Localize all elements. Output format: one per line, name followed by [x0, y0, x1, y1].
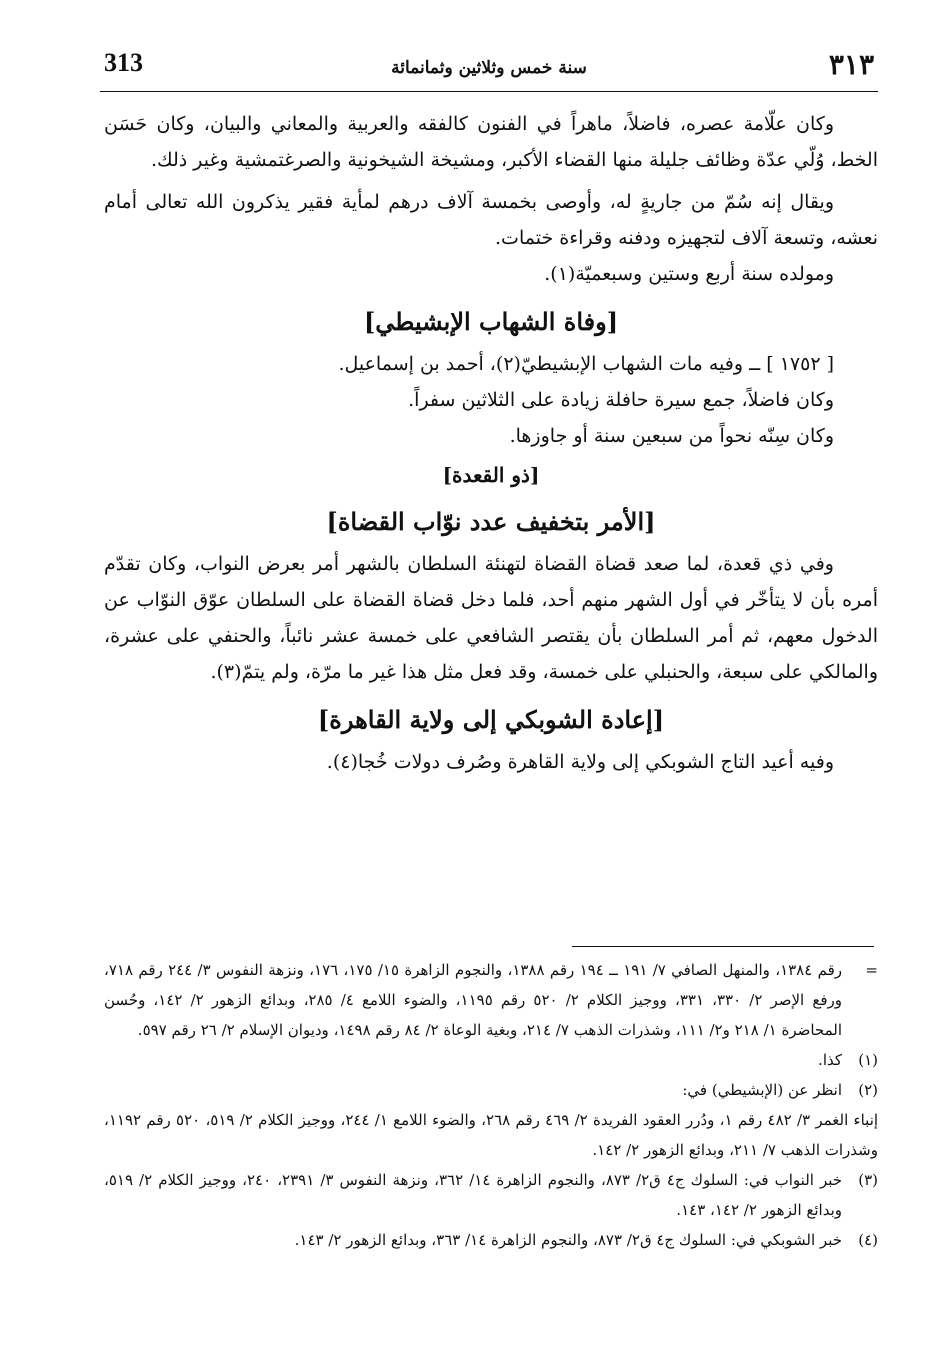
paragraph: وفيه أعيد التاج الشوبكي إلى ولاية القاهرة وصُرف دولات خُجا(٤). [326, 751, 834, 773]
footnote-mark: (٢) [858, 1081, 878, 1099]
paragraph: ويقال إنه سُمّ من جاريةٍ له، وأوصى بخمسة آلاف درهم لمأية فقير يذكرون الله تعالى أمام نعشه، وتسعة آلاف لتجهيزه ودفنه وقراءة ختمات. [104, 191, 878, 249]
header-rule [100, 91, 878, 92]
footnote-mark: = [865, 961, 878, 979]
page-number-latin: 313 [104, 48, 143, 77]
section-heading: [إعادة الشوبكي إلى ولاية القاهرة] [317, 705, 665, 734]
section-heading: [الأمر بتخفيف عدد نوّاب القضاة] [326, 507, 656, 536]
footnote-3 [104, 1165, 878, 1225]
entry-line: وكان سِنّه نحواً من سبعين سنة أو جاوزها. [509, 425, 834, 447]
footnote-mark: (٣) [858, 1171, 878, 1189]
footnote-text: خبر الشوبكي في: السلوك ج٤ ق٢/ ٨٧٣، والنجوم الزاهرة ١٤/ ٣٦٣، وبدائع الزهور ٢/ ١٤٣. [294, 1231, 842, 1249]
entry-line: وكان فاضلاً، جمع سيرة حافلة زيادة على الثلاثين سفراً. [408, 389, 834, 411]
footnote-text: انظر عن (الإبشيطي) في: [682, 1081, 842, 1099]
footnote-text: كذا. [818, 1051, 842, 1069]
footnote-4 [104, 1225, 878, 1255]
paragraph: وكان علّامة عصره، فاضلاً، ماهراً في الفنون كالفقه والعربية والمعاني والبيان، وكان حَسَن الخط، وُلّي عدّة وظائف جليلة منها القضاء الأكبر، ومشيخة الشيخونية والصرغتمشية وغير ذلك. [104, 113, 878, 171]
footnote-text: رقم ١٣٨٤، والمنهل الصافي ٧/ ١٩١ ــ ١٩٤ رقم ١٣٨٨، والنجوم الزاهرة ١٥/ ١٧٥، ١٧٦، ونزهة النفوس ٣/ ٢٤٤ رقم ٧١٨، ورفع الإصر ٢/ ٣٣٠، ٣٣١، ووجيز الكلام ٢/ ٥٢٠ رقم ١١٩٥، والضوء اللامع ٤/ ٢٨٥، وبدائع الزهور ٢/ ١٤٢، وحُسن المحاضرة ١/ ٢١٨ و٢/ ١١١، وشذرات الذهب ٧/ ٢١٤، وبغية الوعاة ٢/ ٨٤ رقم ١٤٩٨، وديوان الإسلام ٢/ ٢٦ رقم ٥٩٧. [104, 961, 843, 1039]
footnote-text: خبر النواب في: السلوك ج٤ ق٢/ ٨٧٣، والنجوم الزاهرة ١٤/ ٣٦٢، ونزهة النفوس ٣/ ٢٣٩١، ٢٤٠، ووجيز الكلام ٢/ ٥١٩، وبدائع الزهور ٢/ ١٤٢، ١٤٣. [104, 1171, 843, 1219]
paragraph: ومولده سنة أربع وستين وسبعميّة(١). [544, 263, 834, 285]
footnote-rule [572, 946, 874, 947]
section-heading: [وفاة الشهاب الإبشيطي] [363, 307, 619, 336]
footnotes [104, 955, 878, 1255]
footnote-2 [104, 1075, 878, 1105]
page-header [104, 44, 874, 90]
paragraph: وفي ذي قعدة، لما صعد قضاة القضاة لتهنئة السلطان بالشهر أمر بعرض النواب، وكان تقدّم أمره بأن لا يتأخّر في أول الشهر منهم أحد، فلما دخل قضاة القضاة على السلطان عوّق النوّاب عن الدخول معهم، ثم أمر السلطان بأن يقتصر الشافعي على خمسة عشر نائباً، والحنفي على عشرة، والمالكي على سبعة، والحنبلي على خمسة، وقد فعل مثل هذا غير ما مرّة، ولم يتمّ(٣). [104, 553, 878, 683]
month-subheading: [ذو القعدة] [442, 463, 540, 487]
main-text [104, 106, 878, 780]
footnote-mark: (١) [858, 1051, 878, 1069]
footnote-1 [104, 1045, 878, 1075]
footnote-mark: (٤) [858, 1231, 878, 1249]
running-title: سنة خمس وثلاثين وثمانمائة [391, 58, 587, 78]
page-number-arabic: ٣١٣ [828, 48, 874, 81]
entry-line: [ ١٧٥٢ ] ــ وفيه مات الشهاب الإبشيطيّ(٢)، أحمد بن إسماعيل. [338, 353, 834, 375]
footnote-continuation [104, 955, 878, 1045]
footnote-text: إنباء الغمر ٣/ ٤٨٢ رقم ١، ودُرر العقود الفريدة ٢/ ٤٦٩ رقم ٢٦٨، والضوء اللامع ١/ ٢٤٤، ووجيز الكلام ٢/ ٥١٩، ٥٢٠ رقم ١١٩٢، وشذرات الذهب ٧/ ٢١١، وبدائع الزهور ٢/ ١٤٢. [104, 1111, 879, 1159]
